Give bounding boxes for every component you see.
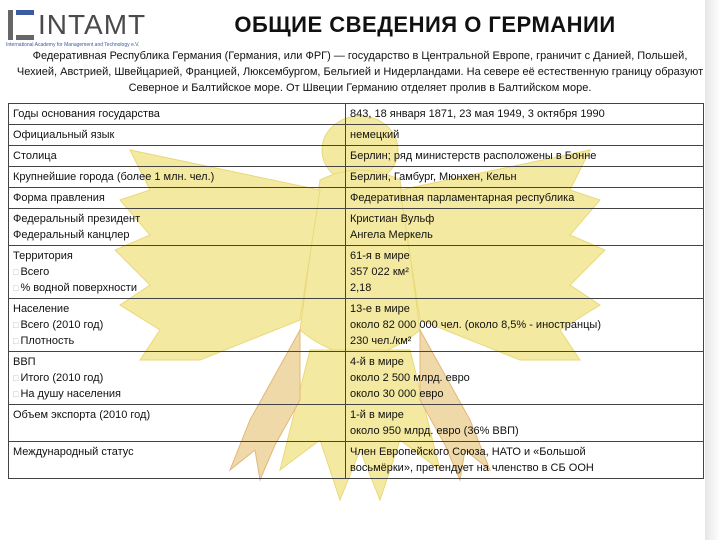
table-row (9, 146, 704, 167)
value-text: 1-й в мире (350, 409, 404, 421)
value-line (350, 148, 699, 164)
row-value-cell (346, 442, 704, 479)
row-value-cell (346, 167, 704, 188)
row-label-cell (9, 125, 346, 146)
value-line (350, 317, 699, 333)
table-row (9, 104, 704, 125)
bullet-icon: □ (13, 267, 19, 277)
value-text: 230 чел./км² (350, 335, 412, 347)
value-line (350, 301, 699, 317)
label-line (13, 211, 341, 227)
label-line (13, 407, 341, 423)
row-label-cell (9, 299, 346, 352)
label-line (13, 248, 341, 264)
label-line (13, 264, 341, 280)
label-text: ВВП (13, 356, 36, 368)
value-line (350, 190, 699, 206)
logo-brand-text: INTAMT (38, 9, 147, 40)
intro-paragraph: Федеративная Республика Германия (Германия, или ФРГ) — государство в Центральной Европе, граничит с Данией, Польшей, Чехией, Австрией, Швейцарией, Францией, Люксембургом, Бельгией и Нидерландами. На севере её естественную границу образуют Северное и Балтийское море. От Швеции Германию отделяет пролив в Балтийском море. (16, 50, 704, 94)
bullet-icon: □ (13, 373, 19, 383)
value-line (350, 169, 699, 185)
label-line (13, 370, 341, 386)
row-label-cell (9, 442, 346, 479)
label-text: Международный статус (13, 446, 134, 458)
row-label-cell (9, 188, 346, 209)
label-text: Официальный язык (13, 129, 115, 141)
label-line (13, 333, 341, 349)
row-value-cell (346, 209, 704, 246)
germany-facts-table (8, 103, 704, 479)
value-text: Берлин; ряд министерств расположены в Бонне (350, 150, 597, 162)
label-line (13, 227, 341, 243)
label-text: Всего (20, 266, 50, 278)
bullet-icon: □ (13, 283, 19, 293)
label-text: Крупнейшие города (более 1 млн. чел.) (13, 171, 215, 183)
row-label-cell (9, 352, 346, 405)
value-text: Ангела Меркель (350, 229, 433, 241)
table-row (9, 442, 704, 479)
table-row (9, 188, 704, 209)
logo-mark-icon (6, 8, 36, 42)
row-value-cell (346, 299, 704, 352)
value-text: Берлин, Гамбург, Мюнхен, Кельн (350, 171, 517, 183)
row-value-cell (346, 104, 704, 125)
label-line (13, 386, 341, 402)
value-line (350, 106, 699, 122)
table-row (9, 352, 704, 405)
row-value-cell (346, 188, 704, 209)
label-text: Территория (13, 250, 73, 262)
value-text: около 30 000 евро (350, 388, 444, 400)
value-line (350, 127, 699, 143)
value-line (350, 264, 699, 280)
right-edge-shadow (705, 0, 720, 540)
value-text: восьмёрки», претендует на членство в СБ ООН (350, 462, 594, 474)
label-text: Федеральный канцлер (13, 229, 130, 241)
value-line (350, 280, 699, 296)
table-row (9, 405, 704, 442)
value-text: около 950 млрд. евро (36% ВВП) (350, 425, 519, 437)
label-text: Столица (13, 150, 57, 162)
value-text: 61-я в мире (350, 250, 410, 262)
label-line (13, 169, 341, 185)
value-line (350, 211, 699, 227)
value-text: 2,18 (350, 282, 372, 294)
label-text: На душу населения (20, 388, 122, 400)
value-text: 13-е в мире (350, 303, 410, 315)
value-text: 357 022 км² (350, 266, 409, 278)
row-value-cell (346, 352, 704, 405)
label-line (13, 444, 341, 460)
label-text: Население (13, 303, 70, 315)
bullet-icon: □ (13, 320, 19, 330)
value-line (350, 423, 699, 439)
value-text: немецкий (350, 129, 400, 141)
label-line (13, 190, 341, 206)
label-text: Всего (2010 год) (20, 319, 104, 331)
value-text: Кристиан Вульф (350, 213, 435, 225)
row-value-cell (346, 405, 704, 442)
value-line (350, 386, 699, 402)
label-line (13, 301, 341, 317)
page-title: ОБЩИЕ СВЕДЕНИЯ О ГЕРМАНИИ (234, 12, 616, 37)
value-text: 4-й в мире (350, 356, 404, 368)
row-label-cell (9, 167, 346, 188)
table-row (9, 125, 704, 146)
label-text: % водной поверхности (20, 282, 137, 294)
value-line (350, 460, 699, 476)
value-line (350, 444, 699, 460)
label-text: Объем экспорта (2010 год) (13, 409, 151, 421)
table-row (9, 167, 704, 188)
label-line (13, 127, 341, 143)
row-label-cell (9, 405, 346, 442)
table-row (9, 209, 704, 246)
label-line (13, 148, 341, 164)
label-text: Годы основания государства (13, 108, 160, 120)
row-label-cell (9, 146, 346, 167)
bullet-icon: □ (13, 389, 19, 399)
bullet-icon: □ (13, 336, 19, 346)
label-line (13, 317, 341, 333)
value-text: около 2 500 млрд. евро (350, 372, 470, 384)
label-line (13, 280, 341, 296)
table-row (9, 299, 704, 352)
value-text: 843, 18 января 1871, 23 мая 1949, 3 октября 1990 (350, 108, 605, 120)
value-line (350, 407, 699, 423)
label-text: Итого (2010 год) (20, 372, 104, 384)
value-text: около 82 000 000 чел. (около 8,5% - иностранцы) (350, 319, 601, 331)
row-value-cell (346, 125, 704, 146)
label-text: Плотность (20, 335, 75, 347)
value-text: Член Европейского Союза, НАТО и «Большой (350, 446, 586, 458)
row-value-cell (346, 146, 704, 167)
intamt-logo (6, 8, 186, 48)
value-line (350, 370, 699, 386)
value-line (350, 333, 699, 349)
value-line (350, 354, 699, 370)
row-label-cell (9, 104, 346, 125)
value-line (350, 227, 699, 243)
label-text: Федеральный президент (13, 213, 141, 225)
row-label-cell (9, 246, 346, 299)
label-line (13, 354, 341, 370)
row-label-cell (9, 209, 346, 246)
value-text: Федеративная парламентарная республика (350, 192, 575, 204)
logo-tagline: International Academy for Management and Technology e.V. (6, 42, 140, 48)
label-text: Форма правления (13, 192, 105, 204)
table-row (9, 246, 704, 299)
label-line (13, 106, 341, 122)
value-line (350, 248, 699, 264)
row-value-cell (346, 246, 704, 299)
